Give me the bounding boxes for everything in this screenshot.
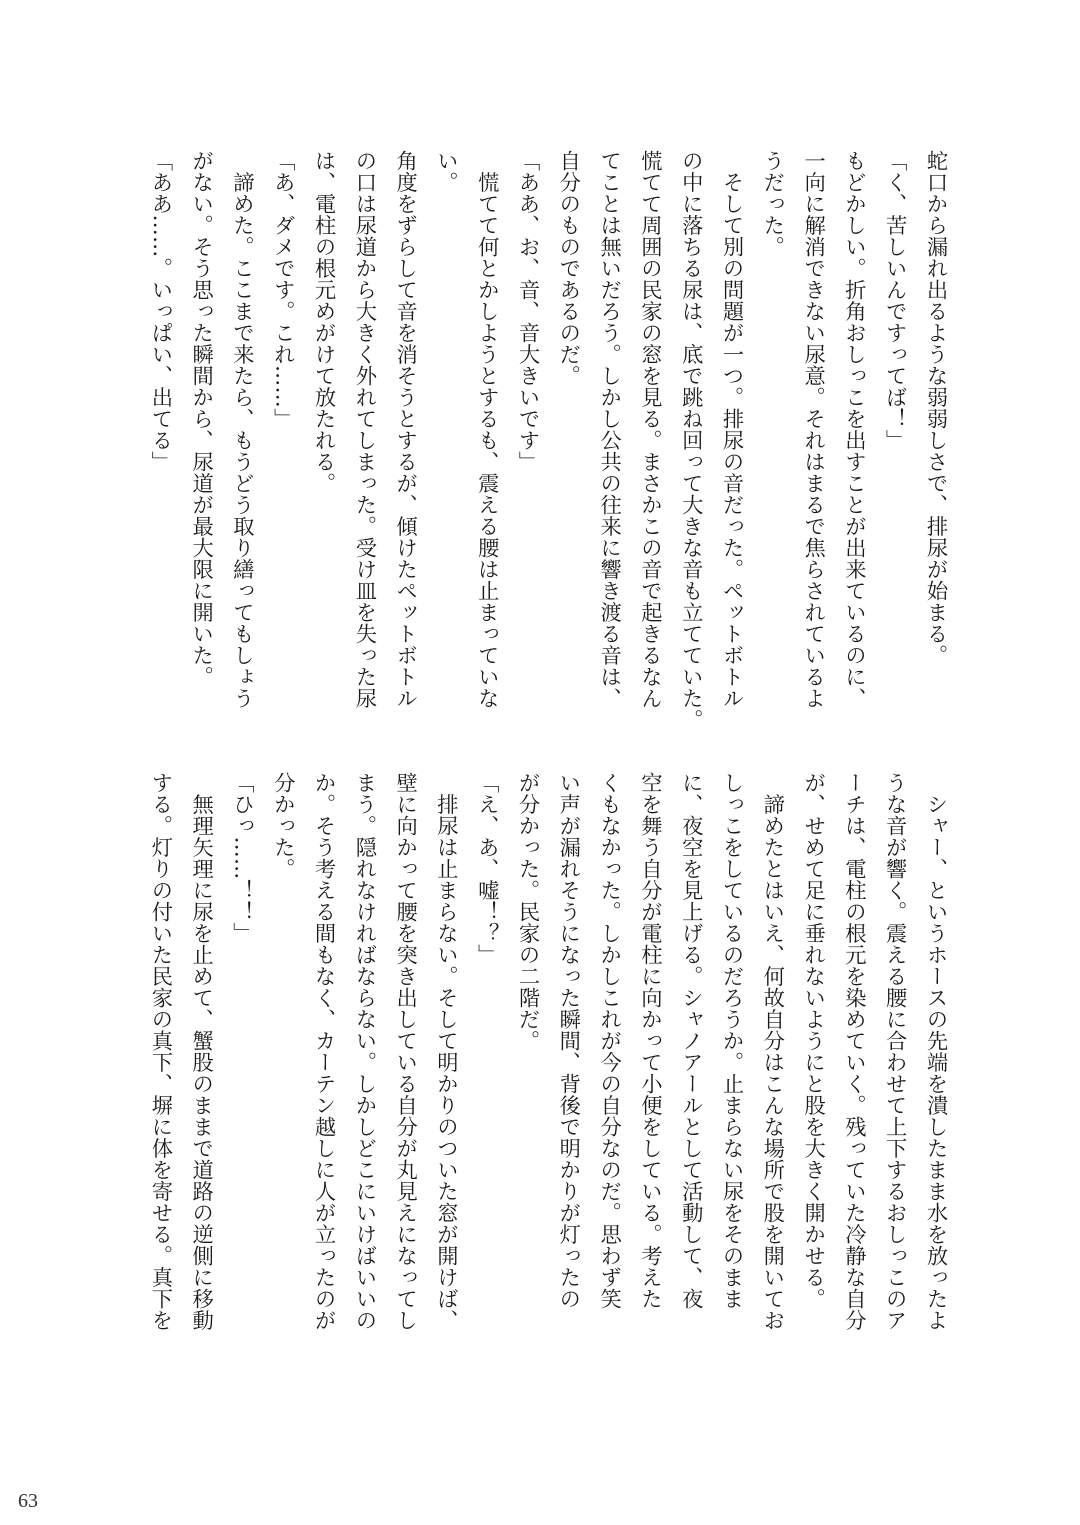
text-column: くもなかった。しかしこれが今の自分なのだ。思わず笑 — [596, 772, 622, 1310]
text-column: 排尿は止まらない。そして明かりのついた窓が開けば、 — [433, 772, 459, 1331]
text-column: に、夜空を見上げる。シャノアールとして活動して、夜 — [678, 772, 704, 1310]
text-column: 諦めた。ここまで来たら、もうどう取り繕ってもしょう — [229, 150, 255, 709]
text-column: の中に落ちる尿は、底で跳ね回って大きな音も立てていた。 — [678, 150, 704, 731]
text-column: の口は尿道から大きく外れてしまった。受け皿を失った尿 — [351, 150, 377, 709]
text-column: 慌てて周囲の民家の窓を見る。まさかこの音で起きるなん — [637, 150, 663, 709]
text-column: が、せめて足に垂れないようにと股を大きく開かせる。 — [800, 772, 826, 1310]
text-column: い声が漏れそうになった瞬間、背後で明かりが灯ったの — [555, 772, 581, 1310]
text-column: が分かった。民家の二階だ。 — [515, 772, 541, 1052]
text-column: もどかしい。折角おしっこを出すことが出来ているのに、 — [841, 150, 867, 709]
text-column: 「え、あ、嘘！？」 — [474, 772, 500, 966]
text-column: か。そう考える間もなく、カーテン越しに人が立ったのが — [311, 772, 337, 1331]
page-number: 63 — [18, 1490, 38, 1512]
text-column: 「ひっ……！！」 — [229, 772, 255, 944]
text-column: は、電柱の根元めがけて放たれる。 — [311, 150, 337, 494]
text-column: 「あ、ダメです。これ……」 — [270, 150, 296, 430]
text-column: 「ああ、お、音、音大きいです」 — [515, 150, 541, 473]
text-column: い。 — [433, 150, 459, 193]
text-column: 角度をずらして音を消そうとするが、傾けたペットボトル — [392, 150, 418, 709]
text-column: 「く、苦しいんですってば！」 — [882, 150, 908, 451]
text-column: シャー、というホースの先端を潰したまま水を放ったよ — [923, 772, 948, 1331]
text-column: 慌てて何とかしようとするも、震える腰は止まっていな — [474, 150, 500, 709]
text-column: がない。そう思った瞬間から、尿道が最大限に開いた。 — [188, 150, 214, 688]
text-column: 壁に向かって腰を突き出している自分が丸見えになってし — [392, 772, 418, 1331]
text-column: 諦めたとはいえ、何故自分はこんな場所で股を開いてお — [759, 772, 785, 1331]
text-column: する。灯りの付いた民家の真下、塀に体を寄せる。真下を — [147, 772, 173, 1331]
text-block-top — [139, 150, 955, 731]
text-column: うな音が響く。震える腰に合わせて上下するおしっこのア — [882, 772, 908, 1331]
text-column: てことは無いだろう。しかし公共の往来に響き渡る音は、 — [596, 150, 622, 709]
text-column: 蛇口から漏れ出るような弱弱しさで、排尿が始まる。 — [923, 150, 948, 666]
text-column: 空を舞う自分が電柱に向かって小便をしている。考えた — [637, 772, 663, 1310]
text-block-bottom — [139, 772, 955, 1332]
text-column: うだった。 — [759, 150, 785, 258]
text-column: 無理矢理に尿を止めて、蟹股のままで道路の逆側に移動 — [188, 772, 214, 1331]
text-column: 分かった。 — [270, 772, 296, 880]
text-column: まう。隠れなければならない。しかしどこにいけばいいの — [351, 772, 377, 1331]
text-column: そして別の問題が一つ。排尿の音だった。ペットボトル — [719, 150, 745, 709]
text-column: 「ああ……。いっぱい、出てる」 — [147, 150, 173, 473]
text-column: ーチは、電柱の根元を染めていく。残っていた冷静な自分 — [841, 772, 867, 1331]
text-column: 一向に解消できない尿意。それはまるで焦らされているよ — [800, 150, 826, 709]
text-column: しっこをしているのだろうか。止まらない尿をそのまま — [719, 772, 745, 1310]
text-column: 自分のものであるのだ。 — [555, 150, 581, 387]
